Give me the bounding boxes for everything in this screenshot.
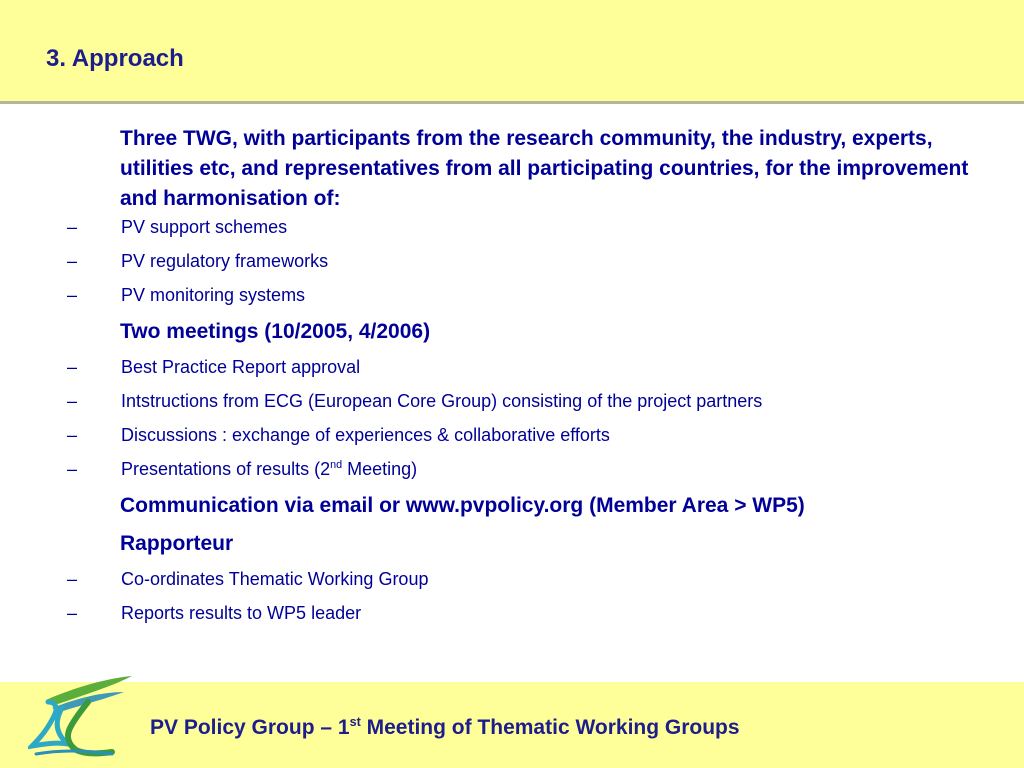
dash-bullet: – — [67, 569, 78, 589]
communication-heading: Communication via email or www.pvpolicy.org (Member Area > WP5) — [120, 494, 805, 517]
list-item: – Intstructions from ECG (European Core Group) consisting of the project partners — [0, 388, 966, 415]
dash-bullet: – — [67, 391, 78, 411]
list-item: – Reports results to WP5 leader — [0, 600, 966, 627]
footer-text: PV Policy Group – 1st Meeting of Thematic Working Groups — [150, 715, 740, 739]
header-divider — [0, 101, 1024, 104]
dash-bullet: – — [67, 603, 78, 623]
list-item: – Best Practice Report approval — [0, 354, 966, 381]
pv-policy-logo — [28, 674, 138, 760]
rapporteur-heading: Rapporteur — [120, 532, 234, 555]
list-item: – Discussions : exchange of experiences & collaborative efforts — [0, 422, 966, 449]
dash-bullet: – — [67, 459, 78, 479]
dash-bullet: – — [67, 251, 78, 271]
slide-content — [67, 124, 980, 627]
meeting-items-list — [67, 354, 980, 483]
rapporteur-items-list — [67, 566, 980, 627]
list-item: – Co-ordinates Thematic Working Group — [0, 566, 966, 593]
list-item: – PV regulatory frameworks — [0, 248, 966, 275]
dash-bullet: – — [67, 285, 78, 305]
slide-title: 3. Approach — [46, 45, 184, 72]
twg-intro: Three TWG, with participants from the research community, the industry, experts, utilities etc, and representatives from all participating countries, for the improvement and harmonisation of: — [120, 127, 969, 210]
twg-items-list — [67, 214, 980, 309]
dash-bullet: – — [67, 217, 78, 237]
list-item: – Presentations of results (2nd Meeting) — [0, 456, 966, 483]
dash-bullet: – — [67, 425, 78, 445]
meetings-heading: Two meetings (10/2005, 4/2006) — [120, 320, 431, 343]
list-item: – PV monitoring systems — [0, 282, 966, 309]
list-item: – PV support schemes — [0, 214, 966, 241]
dash-bullet: – — [67, 357, 78, 377]
